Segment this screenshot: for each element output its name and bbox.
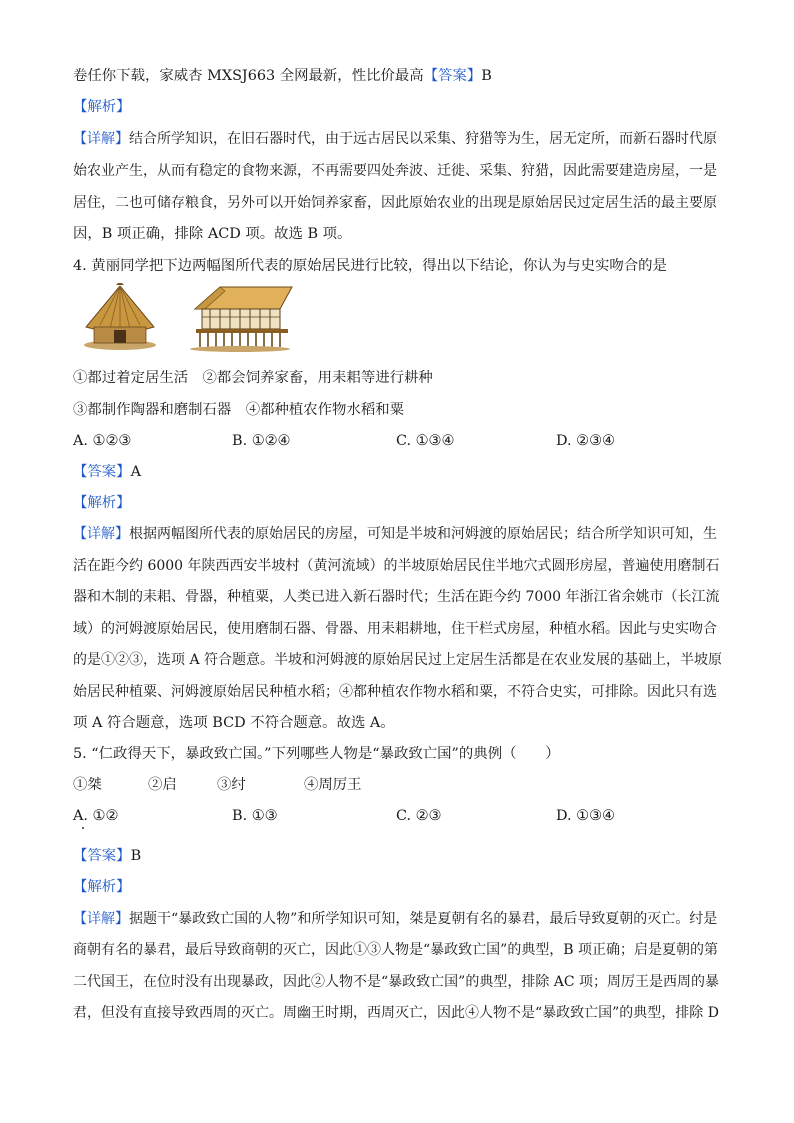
q4-option-d: D. ②③④	[556, 433, 615, 449]
q4-option-b: B. ①②④	[232, 433, 291, 449]
watermark-text: 卷任你下载，家威杏 MXSJ663 全网最新，性比价最高	[73, 68, 424, 84]
q5-option-a: A. ①②	[73, 808, 119, 824]
answer-tag: 【答案】	[73, 848, 131, 864]
detail-text: 据题干“暴政致亡国的人物”和所学知识可知，桀是夏朝有名的暴君，最后导致夏朝的灭亡。纣是	[129, 911, 718, 927]
stilt-house-image	[190, 287, 292, 352]
answer-value: A	[130, 464, 141, 480]
q5-option-c: C. ②③	[396, 808, 442, 824]
detail-paragraph-line	[73, 524, 721, 544]
detail-tag: 【详解】	[73, 526, 129, 542]
analysis-heading: 【解析】	[73, 495, 131, 511]
detail-paragraph-line	[73, 129, 721, 149]
detail-tag: 【详解】	[73, 911, 129, 927]
question-4-stem: 4. 黄丽同学把下边两幅图所代表的原始居民进行比较，得出以下结论，你认为与史实吻合的是	[73, 258, 667, 274]
detail-paragraph-line: 商朝有名的暴君，最后导致商朝的灭亡，因此①③人物是“暴政致亡国”的典型，B 项正确；启是夏朝的第	[73, 942, 719, 958]
detail-paragraph-line: 活在距今约 6000 年陕西西安半坡村（黄河流域）的半坡原始居民住半地穴式圆形房屋，普遍使用磨制石	[73, 558, 720, 574]
analysis-heading: 【解析】	[73, 879, 131, 895]
question-4-statements-line1: ①都过着定居生活 ②都会饲养家畜，用耒耜等进行耕种	[73, 370, 433, 386]
round-thatched-hut-image	[84, 283, 156, 350]
detail-paragraph-line	[73, 909, 721, 929]
detail-paragraph-line: 居住，二也可储存粮食，另外可以开始饲养家畜，因此原始农业的出现是原始居民过定居生活的最主要原	[73, 195, 717, 211]
detail-paragraph-line: 二代国王，在位时没有出现暴政，因此②人物不是“暴政致亡国”的典型，排除 AC 项；周厉王是西周的暴	[73, 974, 720, 990]
detail-paragraph-line: 君，但没有直接导致西周的灭亡。周幽王时期，西周灭亡，因此④人物不是“暴政致亡国”的典型，排除 D	[73, 1005, 719, 1021]
detail-paragraph-line: 器和木制的耒耜、骨器，种植粟，人类已进入新石器时代；生活在距今约 7000 年浙江省余姚市（长江流	[73, 589, 720, 605]
hut-illustrations	[80, 283, 300, 353]
detail-text: 结合所学知识，在旧石器时代，由于远古居民以采集、狩猎等为生，居无定所，而新石器时代原	[129, 131, 717, 147]
detail-paragraph-line: 的是①②③，选项 A 符合题意。半坡和河姆渡的原始居民过上定居生活都是在农业发展的基础上，半坡原	[73, 652, 723, 668]
detail-paragraph-line: 始居民种植粟、河姆渡原始居民种植水稻；④都种植农作物水稻和粟，不符合史实，可排除。因此只有选	[73, 684, 717, 700]
question-4-statements-line2: ③都制作陶器和磨制石器 ④都种植农作物水稻和粟	[73, 402, 404, 418]
detail-text: 根据两幅图所代表的原始居民的房屋，可知是半坡和河姆渡的原始居民；结合所学知识可知，生	[129, 526, 717, 542]
q4-option-a: A. ①②③	[73, 433, 132, 449]
question-5-stem: 5. “仁政得天下，暴政致亡国。”下列哪些人物是“暴政致亡国”的典例（ ）	[73, 746, 560, 762]
detail-paragraph-line: 域）的河姆渡原始居民，使用磨制石器、骨器、用耒耜耕地，住干栏式房屋，种植水稻。因此与史实吻合	[73, 621, 717, 637]
q4-option-c: C. ①③④	[396, 433, 455, 449]
analysis-heading: 【解析】	[73, 99, 131, 115]
q5-option-d: D. ①③④	[556, 808, 615, 824]
question-4-images	[80, 283, 300, 353]
detail-paragraph-line: 项 A 符合题意，选项 BCD 不符合题意。故选 A。	[73, 715, 395, 731]
q5-item-2: ②启	[148, 777, 177, 793]
stray-dot-mark	[82, 827, 84, 829]
answer-tag: 【答案】	[73, 464, 131, 480]
answer-line-q4	[73, 462, 721, 482]
q5-option-b: B. ①③	[232, 808, 278, 824]
detail-tag: 【详解】	[73, 131, 129, 147]
answer-line-q5	[73, 846, 721, 866]
q5-item-1: ①桀	[73, 777, 102, 793]
detail-paragraph-line: 因，B 项正确，排除 ACD 项。故选 B 项。	[73, 226, 352, 242]
answer-value: B	[130, 848, 142, 864]
q5-item-3: ③纣	[217, 777, 246, 793]
q5-item-4: ④周厉王	[304, 777, 362, 793]
answer-value: B	[481, 68, 492, 84]
answer-line-q3	[73, 66, 721, 86]
detail-paragraph-line: 始农业产生，从而有稳定的食物来源，不再需要四处奔波、迁徙、采集、狩猎，因此需要建造房屋，一是	[73, 163, 717, 179]
answer-tag: 【答案】	[423, 68, 482, 84]
